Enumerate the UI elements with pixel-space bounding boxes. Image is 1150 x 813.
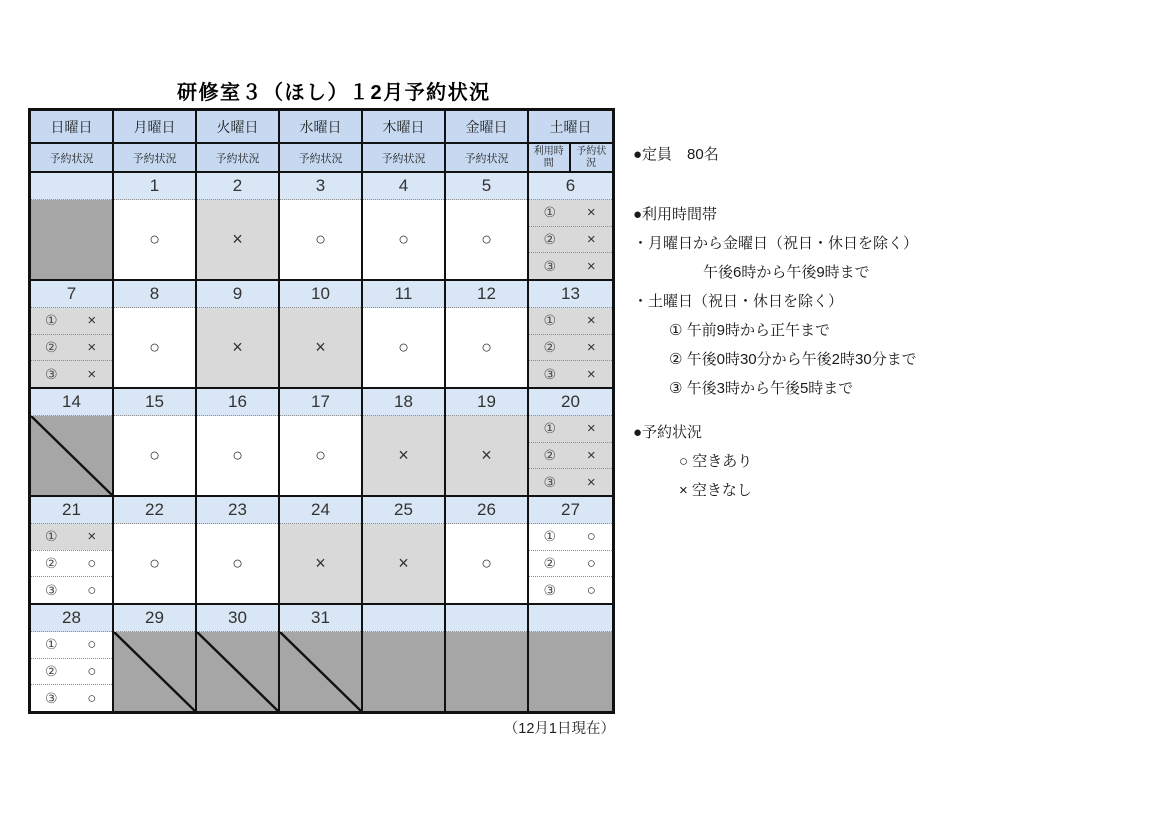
slot-status-cell: [31, 524, 112, 603]
day-header-sunday: 日曜日: [31, 111, 114, 142]
slot-status: ○: [87, 636, 97, 654]
slot-row-2: [529, 334, 612, 361]
status-cell: ×: [363, 524, 444, 603]
status-cell: ○: [446, 524, 527, 603]
day-cell-friday: [446, 281, 529, 387]
slot-number: ②: [543, 447, 557, 463]
date-label: 21: [31, 497, 112, 524]
status-cell: ×: [280, 524, 361, 603]
slot-status: ×: [586, 312, 596, 330]
status-cell: ○: [197, 524, 278, 603]
slot-number: ③: [543, 581, 557, 598]
date-label: 5: [446, 173, 527, 200]
date-label: 2: [197, 173, 278, 200]
page-title: 研修室３（ほし）１2月予約状況: [177, 82, 491, 104]
day-cell-sunday: [31, 173, 114, 279]
slot-status: ○: [586, 528, 596, 546]
day-cell-saturday: [529, 605, 612, 711]
slot-row-2: [529, 442, 612, 469]
date-label: 15: [114, 389, 195, 416]
status-cell: ×: [197, 200, 278, 279]
saturday-slot3-time: ③ 午後3時から午後5時まで: [669, 380, 854, 397]
diagonal-line: [114, 632, 195, 711]
date-label: 1: [114, 173, 195, 200]
date-label: [446, 605, 527, 632]
week-row-5: [31, 605, 612, 711]
slot-number: ③: [543, 365, 557, 382]
day-cell-friday: [446, 497, 529, 603]
slot-status: ×: [586, 420, 596, 438]
date-label: 13: [529, 281, 612, 308]
day-header-saturday: 土曜日: [529, 111, 612, 142]
week-row-3: [31, 389, 612, 497]
slot-status: ○: [586, 555, 596, 572]
slot-row-2: [31, 658, 112, 685]
legend-available: ○ 空きあり: [679, 453, 753, 470]
date-label: 14: [31, 389, 112, 416]
slot-status: ×: [586, 257, 596, 275]
slot-status: ×: [87, 312, 97, 330]
slot-row-2: [529, 550, 612, 577]
date-label: 4: [363, 173, 444, 200]
slot-number: ②: [44, 663, 58, 679]
day-cell-wednesday: [280, 173, 363, 279]
day-cell-tuesday: [197, 605, 280, 711]
slot-status: ×: [586, 339, 596, 356]
closed-cell: [31, 200, 112, 279]
date-label: 23: [197, 497, 278, 524]
date-label: 25: [363, 497, 444, 524]
closed-cell: [280, 632, 361, 711]
day-cell-wednesday: [280, 389, 363, 495]
subheader-monday: 予約状況: [114, 144, 197, 171]
week-row-1: [31, 173, 612, 281]
status-cell: ○: [446, 308, 527, 387]
slot-status-cell: [529, 308, 612, 387]
slot-status: ○: [586, 581, 596, 599]
subheader-row: [31, 144, 612, 173]
slot-number: ①: [44, 636, 58, 653]
status-cell: ×: [280, 308, 361, 387]
slot-status: ○: [87, 663, 97, 680]
status-cell: ○: [114, 308, 195, 387]
day-cell-friday: [446, 389, 529, 495]
day-header-monday: 月曜日: [114, 111, 197, 142]
slot-status: ○: [87, 555, 97, 572]
slot-number: ③: [543, 473, 557, 490]
date-label: 10: [280, 281, 361, 308]
date-label: 27: [529, 497, 612, 524]
date-label: 17: [280, 389, 361, 416]
slot-number: ②: [543, 555, 557, 571]
day-cell-monday: [114, 389, 197, 495]
slot-status: ○: [87, 581, 97, 599]
slot-status: ×: [87, 339, 97, 356]
status-cell: ×: [363, 416, 444, 495]
slot-status-cell: [31, 632, 112, 711]
date-label: 8: [114, 281, 195, 308]
date-label: 20: [529, 389, 612, 416]
capacity-label: ●定員 80名: [633, 146, 719, 163]
slot-number: ①: [543, 204, 557, 221]
closed-cell: [529, 632, 612, 711]
day-cell-monday: [114, 497, 197, 603]
slot-number: ②: [44, 339, 58, 355]
subheader-wednesday: 予約状況: [280, 144, 363, 171]
slot-row-1: [529, 308, 612, 334]
date-label: [31, 173, 112, 200]
date-label: 30: [197, 605, 278, 632]
day-cell-tuesday: [197, 497, 280, 603]
date-label: 3: [280, 173, 361, 200]
slot-number: ①: [543, 528, 557, 545]
day-cell-wednesday: [280, 497, 363, 603]
subheader-saturday-status: 予約状況: [571, 144, 613, 171]
slot-number: ③: [543, 257, 557, 274]
day-cell-tuesday: [197, 389, 280, 495]
date-label: 9: [197, 281, 278, 308]
legend-full: × 空きなし: [679, 482, 752, 499]
slot-row-3: [31, 360, 112, 387]
slot-row-3: [529, 576, 612, 603]
status-cell: ○: [114, 524, 195, 603]
slot-status-cell: [529, 200, 612, 279]
saturday-slot1-time: ① 午前9時から正午まで: [669, 322, 830, 339]
slot-status: ×: [586, 365, 596, 383]
status-cell: ○: [363, 308, 444, 387]
date-label: 31: [280, 605, 361, 632]
calendar-weeks: [31, 173, 612, 711]
closed-cell: [31, 416, 112, 495]
slot-number: ③: [44, 581, 58, 598]
slot-row-2: [529, 226, 612, 253]
status-cell: ○: [114, 416, 195, 495]
slot-status: ×: [586, 204, 596, 222]
day-cell-saturday: [529, 281, 612, 387]
date-label: 11: [363, 281, 444, 308]
slot-row-1: [31, 524, 112, 550]
as-of-date-caption: （12月1日現在）: [503, 721, 615, 737]
day-cell-friday: [446, 605, 529, 711]
slot-number: ③: [44, 689, 58, 706]
slot-status: ×: [586, 231, 596, 248]
closed-cell: [114, 632, 195, 711]
day-cell-thursday: [363, 497, 446, 603]
day-cell-thursday: [363, 605, 446, 711]
day-header-row: [31, 111, 612, 144]
day-cell-saturday: [529, 173, 612, 279]
weekday-hours-time: 午後6時から午後9時まで: [703, 264, 870, 281]
slot-number: ①: [543, 420, 557, 437]
slot-row-3: [529, 468, 612, 495]
saturday-slot2-time: ② 午後0時30分から午後2時30分まで: [669, 351, 917, 368]
subheader-sunday: 予約状況: [31, 144, 114, 171]
slot-number: ②: [543, 231, 557, 247]
day-cell-thursday: [363, 173, 446, 279]
status-cell: ○: [363, 200, 444, 279]
day-cell-wednesday: [280, 605, 363, 711]
date-label: 22: [114, 497, 195, 524]
date-label: 18: [363, 389, 444, 416]
day-header-friday: 金曜日: [446, 111, 529, 142]
day-cell-saturday: [529, 497, 612, 603]
day-cell-saturday: [529, 389, 612, 495]
day-cell-sunday: [31, 605, 114, 711]
status-cell: ○: [280, 416, 361, 495]
day-cell-sunday: [31, 389, 114, 495]
status-cell: ○: [280, 200, 361, 279]
slot-number: ①: [44, 312, 58, 329]
slot-status: ○: [87, 689, 97, 707]
slot-number: ②: [543, 339, 557, 355]
day-cell-tuesday: [197, 281, 280, 387]
diagonal-line: [31, 416, 112, 495]
day-cell-sunday: [31, 281, 114, 387]
day-cell-monday: [114, 605, 197, 711]
slot-status-cell: [529, 416, 612, 495]
slot-row-3: [31, 576, 112, 603]
day-cell-sunday: [31, 497, 114, 603]
slot-row-1: [529, 200, 612, 226]
closed-cell: [197, 632, 278, 711]
subheader-thursday: 予約状況: [363, 144, 446, 171]
date-label: 26: [446, 497, 527, 524]
slot-row-3: [31, 684, 112, 711]
closed-cell: [446, 632, 527, 711]
slot-number: ②: [44, 555, 58, 571]
slot-status: ×: [87, 528, 97, 546]
day-cell-friday: [446, 173, 529, 279]
day-header-wednesday: 水曜日: [280, 111, 363, 142]
slot-row-3: [529, 360, 612, 387]
day-cell-tuesday: [197, 173, 280, 279]
date-label: 28: [31, 605, 112, 632]
week-row-2: [31, 281, 612, 389]
slot-row-2: [31, 550, 112, 577]
day-header-thursday: 木曜日: [363, 111, 446, 142]
subheader-tuesday: 予約状況: [197, 144, 280, 171]
reservation-calendar: [28, 108, 615, 714]
slot-status-cell: [529, 524, 612, 603]
status-cell: ○: [446, 200, 527, 279]
slot-row-1: [31, 632, 112, 658]
status-cell: ×: [197, 308, 278, 387]
slot-row-1: [31, 308, 112, 334]
slot-status-cell: [31, 308, 112, 387]
slot-number: ①: [44, 528, 58, 545]
weekday-hours-line: ・月曜日から金曜日（祝日・休日を除く）: [633, 235, 919, 252]
status-cell: ×: [446, 416, 527, 495]
date-label: 24: [280, 497, 361, 524]
slot-status: ×: [87, 365, 97, 383]
day-cell-monday: [114, 281, 197, 387]
date-label: 6: [529, 173, 612, 200]
subheader-saturday-time: 利用時間: [529, 144, 571, 171]
day-cell-thursday: [363, 281, 446, 387]
slot-status: ×: [586, 447, 596, 464]
day-header-tuesday: 火曜日: [197, 111, 280, 142]
slot-row-1: [529, 524, 612, 550]
date-label: [529, 605, 612, 632]
week-row-4: [31, 497, 612, 605]
usage-hours-heading: ●利用時間帯: [633, 206, 718, 223]
status-cell: ○: [197, 416, 278, 495]
saturday-hours-line: ・土曜日（祝日・休日を除く）: [633, 293, 844, 310]
slot-number: ③: [44, 365, 58, 382]
date-label: 29: [114, 605, 195, 632]
date-label: 7: [31, 281, 112, 308]
date-label: [363, 605, 444, 632]
slot-status: ×: [586, 473, 596, 491]
slot-row-2: [31, 334, 112, 361]
info-panel: [633, 140, 918, 505]
date-label: 12: [446, 281, 527, 308]
day-cell-monday: [114, 173, 197, 279]
legend-heading: ●予約状況: [633, 424, 703, 441]
diagonal-line: [197, 632, 278, 711]
date-label: 19: [446, 389, 527, 416]
closed-cell: [363, 632, 444, 711]
day-cell-wednesday: [280, 281, 363, 387]
slot-row-3: [529, 252, 612, 279]
date-label: 16: [197, 389, 278, 416]
slot-row-1: [529, 416, 612, 442]
subheader-friday: 予約状況: [446, 144, 529, 171]
slot-number: ①: [543, 312, 557, 329]
status-cell: ○: [114, 200, 195, 279]
diagonal-line: [280, 632, 361, 711]
day-cell-thursday: [363, 389, 446, 495]
